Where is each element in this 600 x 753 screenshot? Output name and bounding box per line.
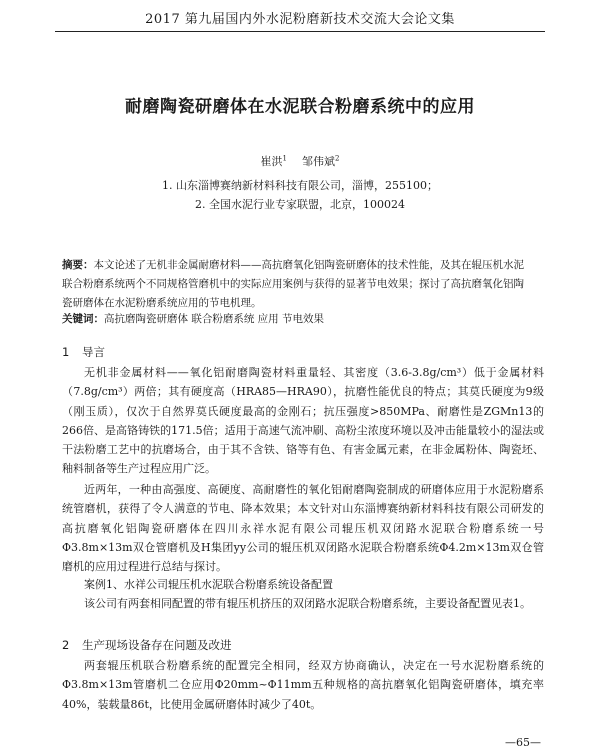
abstract-text: 本文论述了无机非金属耐磨材料——高抗磨氧化铝陶瓷研磨体的技术性能，及其在辊压机水泥联合粉磨系统两个不同规格管磨机中的实际应用案例与获得的显著节电效果；探讨了高抗磨氧化铝陶瓷研磨体在水泥粉磨系统应用的节电机理。: [62, 259, 524, 309]
affiliation-1: 1. 山东淄博赛纳新材料科技有限公司，淄博，255100；: [162, 179, 438, 192]
body-paragraph: 无机非金属材料——氧化铝耐磨陶瓷材料重量轻、其密度（3.6-3.8g/cm³）低于金属材料（7.8g/cm³）两倍；其有硬度高（HRA85—HRA90），抗磨性能优良的特点；其莫氏硬度为9级（刚玉质），仅次于自然界莫氏硬度最高的金刚石；抗压强度>850MPa、耐磨性是ZGMn13的266倍、是高铬铸铁的171.5倍；适用于高速气流冲刷、高粉尘浓度环境以及冲击能量较小的湿法或干法粉磨工艺中的抗磨场合，由于其不含铁、铬等有色、有害金属元素，在非金属粉体、陶瓷坯、釉料制备等生产过程应用广泛。: [62, 366, 544, 476]
running-header: 2017 第九届国内外水泥粉磨新技术交流大会论文集: [145, 12, 455, 27]
author-line: [0, 153, 600, 169]
body-paragraph: 两套辊压机联合粉磨系统的配置完全相同，经双方协商确认，决定在一号水泥粉磨系统的Φ3.8m×13m管磨机二仓应用Φ20mm~Φ11mm五种规格的高抗磨氧化铝陶瓷研磨体，填充率40%，装载量86t，比使用金属研磨体时减少了40t。: [62, 659, 544, 711]
section-title: 生产现场设备存在问题及改进: [82, 638, 232, 652]
case-heading: 案例1、水祥公司辊压机水泥联合粉磨系统设备配置: [84, 578, 333, 591]
section-heading: [62, 344, 105, 360]
author-affil-mark: 1: [282, 154, 287, 163]
body-paragraph: 近两年，一种由高强度、高硬度、高耐磨性的氧化铝耐磨陶瓷制成的研磨体应用于水泥粉磨系统管磨机，获得了令人满意的节电、降本效果；本文针对山东淄博赛纳新材料科技有限公司研发的高抗磨氧化铝陶瓷研磨体在四川永祥水泥有限公司辊压机双闭路水泥联合粉磨系统一号Φ3.8m×13m双仓管磨机及H集团yy公司的辊压机双闭路水泥联合粉磨系统Φ4.2m×13m双仓管磨机的应用过程进行总结与探讨。: [62, 483, 544, 574]
keywords-text: 高抗磨陶瓷研磨体 联合粉磨系统 应用 节电效果: [104, 313, 325, 325]
author-name: 崔洪: [260, 155, 283, 168]
author-name: 邹伟斌: [302, 155, 335, 168]
keywords: [62, 311, 532, 326]
affiliation-2: 2. 全国水泥行业专家联盟，北京，100024: [195, 198, 405, 211]
header-divider: [55, 31, 545, 32]
section-title: 导言: [82, 345, 105, 359]
abstract-label: 摘要：: [62, 259, 94, 271]
author-affil-mark: 2: [335, 154, 340, 163]
paper-title: 耐磨陶瓷研磨体在水泥联合粉磨系统中的应用: [125, 97, 475, 117]
page-number: —65—: [505, 736, 541, 749]
body-paragraph: 该公司有两套相同配置的带有辊压机挤压的双闭路水泥联合粉磨系统，主要设备配置见表1。: [84, 597, 531, 610]
section-heading: [62, 637, 232, 653]
keywords-label: 关键词：: [62, 313, 104, 325]
abstract: [62, 256, 532, 313]
section-number: 1: [62, 345, 70, 359]
section-number: 2: [62, 638, 70, 652]
